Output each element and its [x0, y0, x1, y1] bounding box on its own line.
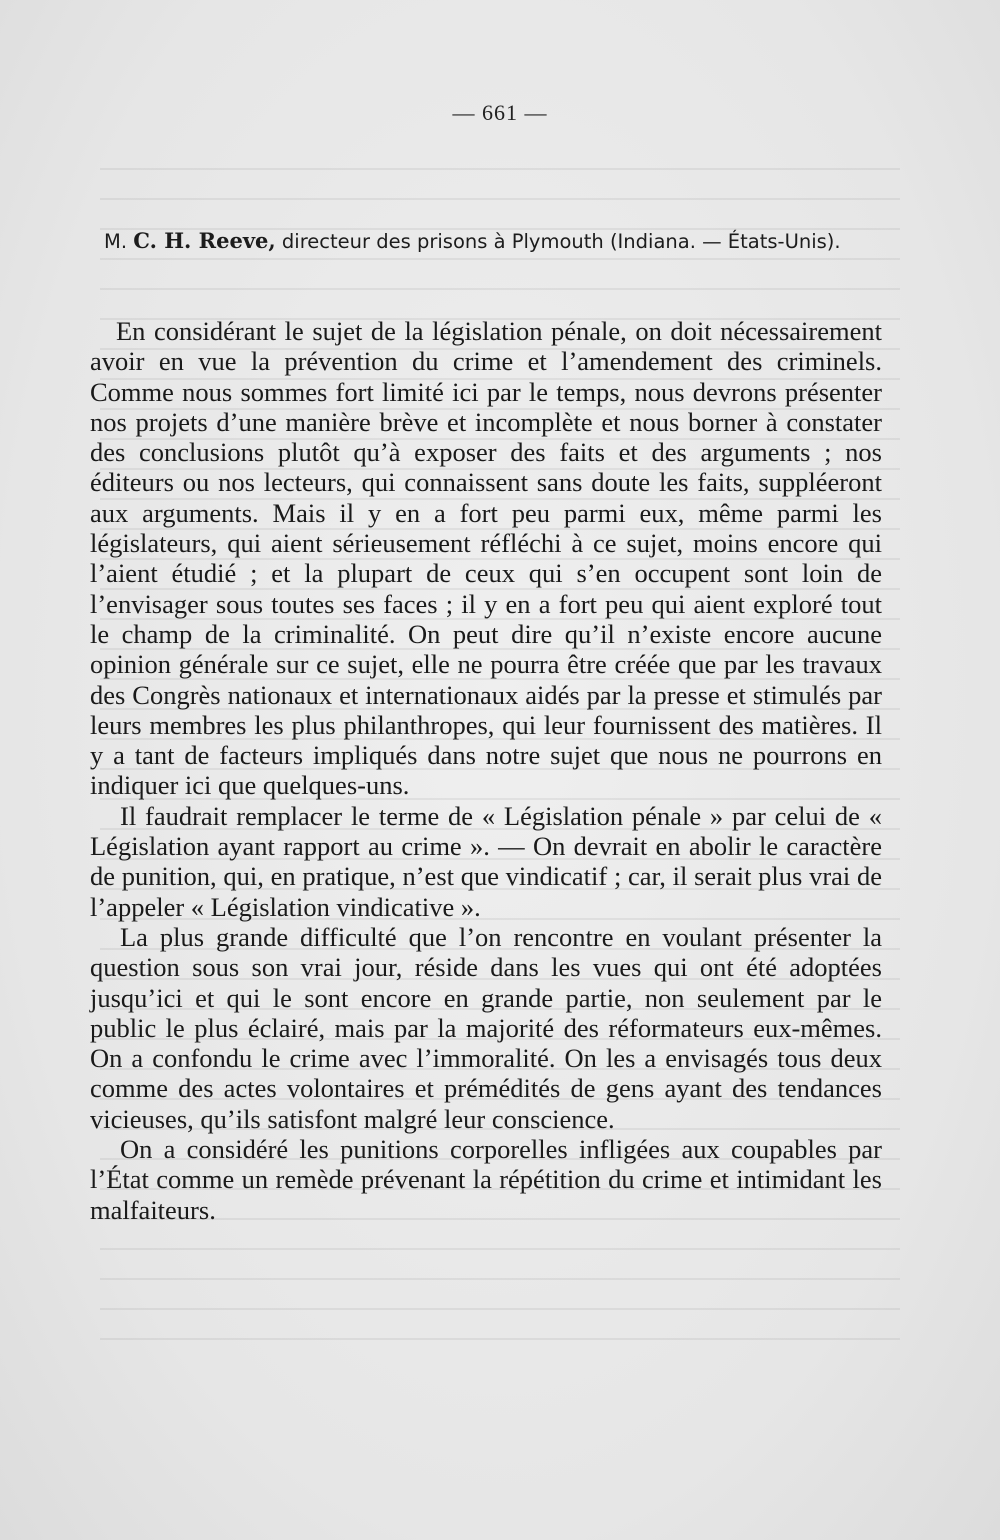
author-title: directeur des prisons à Plymouth (Indiana. — États-Unis).: [275, 230, 841, 253]
author-prefix: M.: [104, 230, 134, 253]
author-name: C. H. Reeve,: [133, 228, 276, 253]
paragraph-2: Il faudrait remplacer le terme de « Législation pénale » par celui de « Législation ayant rapport au crime ». — On devrait en abolir le caractère de punition, qui, en pratique, n’est que vindicatif ; car, il serait plus vrai de l’appeler « Législation vindicative ».: [90, 800, 882, 922]
body-text: [90, 316, 882, 1225]
paragraph-4: On a considéré les punitions corporelles infligées aux coupables par l’État comme un remède prévenant la répétition du crime et intimidant les malfaiteurs.: [90, 1134, 882, 1225]
paragraph-1: En considérant le sujet de la législation pénale, on doit nécessairement avoir en vue la prévention du crime et l’amendement des criminels. Comme nous sommes fort limité ici par le temps, nous devrons présenter nos projets d’une manière brève et incomplète et nous borner à constater des conclusions plutôt qu’à exposer des faits et des arguments ; nos éditeurs ou nos lecteurs, qui connaissent sans doute les faits, suppléeront aux arguments. Mais il y en a fort peu parmi eux, même parmi les législateurs, qui aient sérieusement réfléchi à ce sujet, moins encore qui l’aient étudié ; et la plupart de ceux qui s’en occupent sont loin de l’envisager sous toutes ses faces ; il y en a fort peu qui aient exploré tout le champ de la criminalité. On peut dire qu’il n’existe encore aucune opinion générale sur ce sujet, elle ne pourra être créée que par les travaux des Congrès nationaux et internationaux aidés par la presse et stimulés par leurs membres les plus philanthropes, qui leur fournissent des matières. Il y a tant de facteurs impliqués dans notre sujet que nous ne pourrons en indiquer ici que quelques-uns.: [90, 316, 882, 801]
paragraph-3: La plus grande difficulté que l’on rencontre en voulant présenter la question sous son vrai jour, réside dans les vues qui ont été adoptées jusqu’ici et qui le sont encore en grande partie, non seulement par le public le plus éclairé, mais par la majorité des réformateurs eux-mêmes. On a confondu le crime avec l’immoralité. On les a envisagés tous deux comme des actes volontaires et prémédités de gens ayant des tendances vicieuses, qu’ils satisfont malgré leur conscience.: [90, 921, 882, 1134]
page-number: — 661 —: [452, 100, 548, 125]
author-heading: [104, 228, 894, 253]
